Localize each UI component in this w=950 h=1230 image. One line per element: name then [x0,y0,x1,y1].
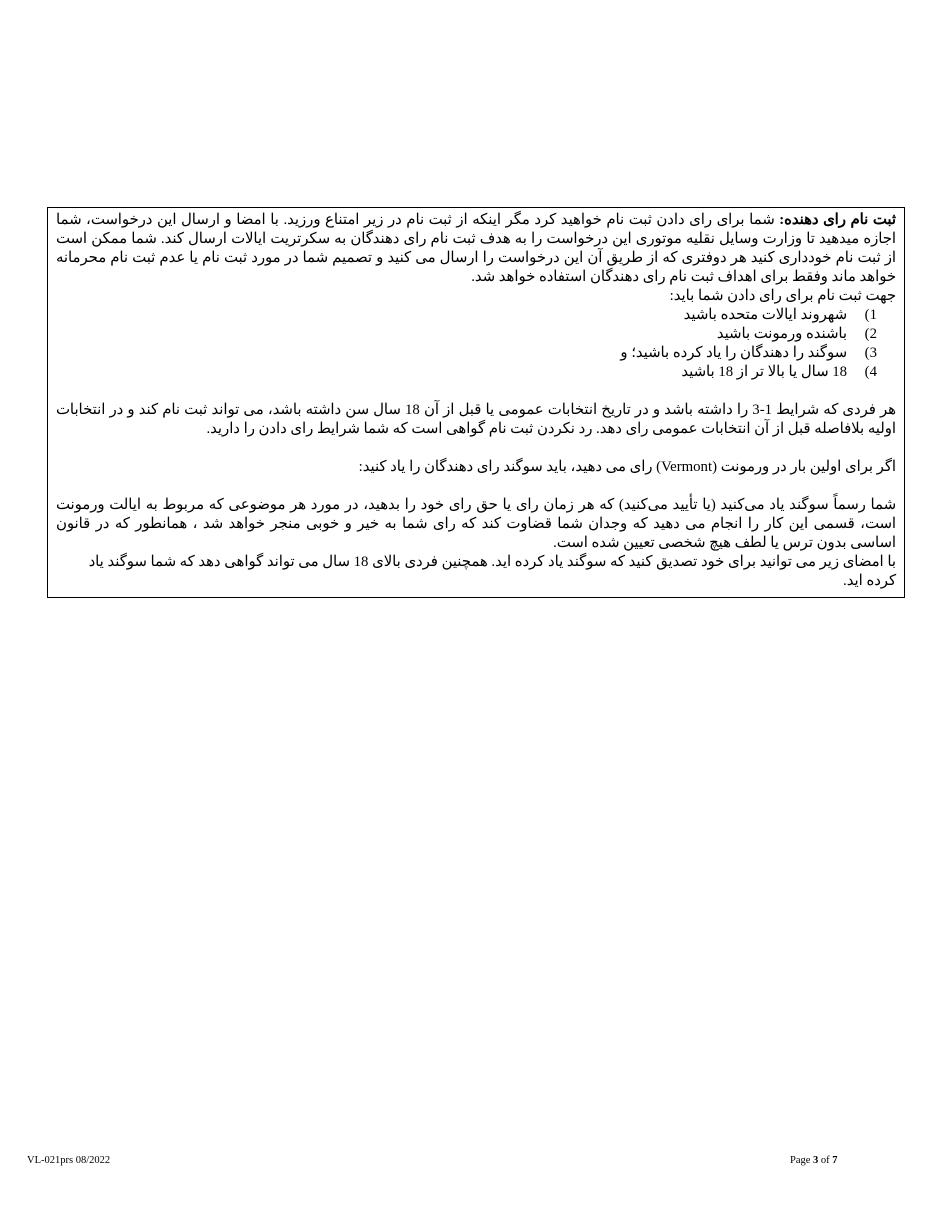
eligibility-paragraph: هر فردی که شرایط 1-3 را داشته باشد و در تاریخ انتخابات عمومی یا قبل از آن 18 سال سن داشته باشد، می تواند ثبت نام کند و در انتخابات اولیه بلافاصله قبل از آن انتخابات عمومی رای دهد. رد نکردن ثبت نام گواهی است که شما شرایط رای دادن را دارید. [56,402,896,437]
requirements-list [56,306,896,382]
page-number: Page 3 of 7 [790,1155,838,1166]
list-item: 2) باشنده ورمونت باشید [716,326,877,342]
requirements-intro: جهت ثبت نام برای رای دادن شما باید: [669,288,896,304]
list-item: 3) سوگند را دهندگان را یاد کرده باشید؛ و [620,345,877,361]
voter-registration-notice [47,207,905,598]
form-id: VL-021prs 08/2022 [27,1155,111,1166]
list-item: 1) شهروند ایالات متحده باشید [683,307,877,323]
signature-note: با امضای زیر می توانید برای خود تصدیق کنید که سوگند یاد کرده اید. همچنین فردی بالای 18 سال می تواند گواهی دهد که شما سوگند یاد کرده اید. [88,554,896,589]
first-time-paragraph: اگر برای اولین بار در ورمونت (Vermont) رای می دهید، باید سوگند رای دهندگان را یاد کنید: [358,459,896,475]
oath-paragraph: شما رسماً سوگند یاد می‌کنید (یا تأیید می‌کنید) که هر زمان رای یا حق رای خود را بدهید، در مورد هر موضوعی که مربوط به ایالت ورمونت است، قسمی این کار را انجام می دهید که وجدان شما قضاوت کند که رای شما به خیر و خوبی منجر خواهد شد ، همانطور که در قانون اساسی بدون ترس یا لطف هیچ شخصی تعیین شده است. [56,497,896,551]
intro-paragraph [56,211,896,287]
list-item: 4) 18 سال یا بالا تر از 18 باشید [681,364,877,380]
notice-heading: ثبت نام رای دهنده: [779,212,896,228]
intro-text: شما برای رای دادن ثبت نام خواهید کرد مگر اینکه از ثبت نام در زیر امتناع ورزید. با امضا و ارسال این درخواست، شما اجازه میدهید تا وزارت وسایل نقلیه موتوری این درخواست را به هدف ثبت نام رای دهندگان به سکرتریت ایالات ارسال کند. شما ممکن است از ثبت نام خودداری کنید هر دوفتری که از طریق آن این درخواست را ارسال می کنید و تصمیم شما در مورد ثبت نام یا عدم ثبت نام محرمانه خواهد ماند وفقط برای اهداف ثبت نام رای دهندگان استفاده خواهد شد. [56,212,896,285]
